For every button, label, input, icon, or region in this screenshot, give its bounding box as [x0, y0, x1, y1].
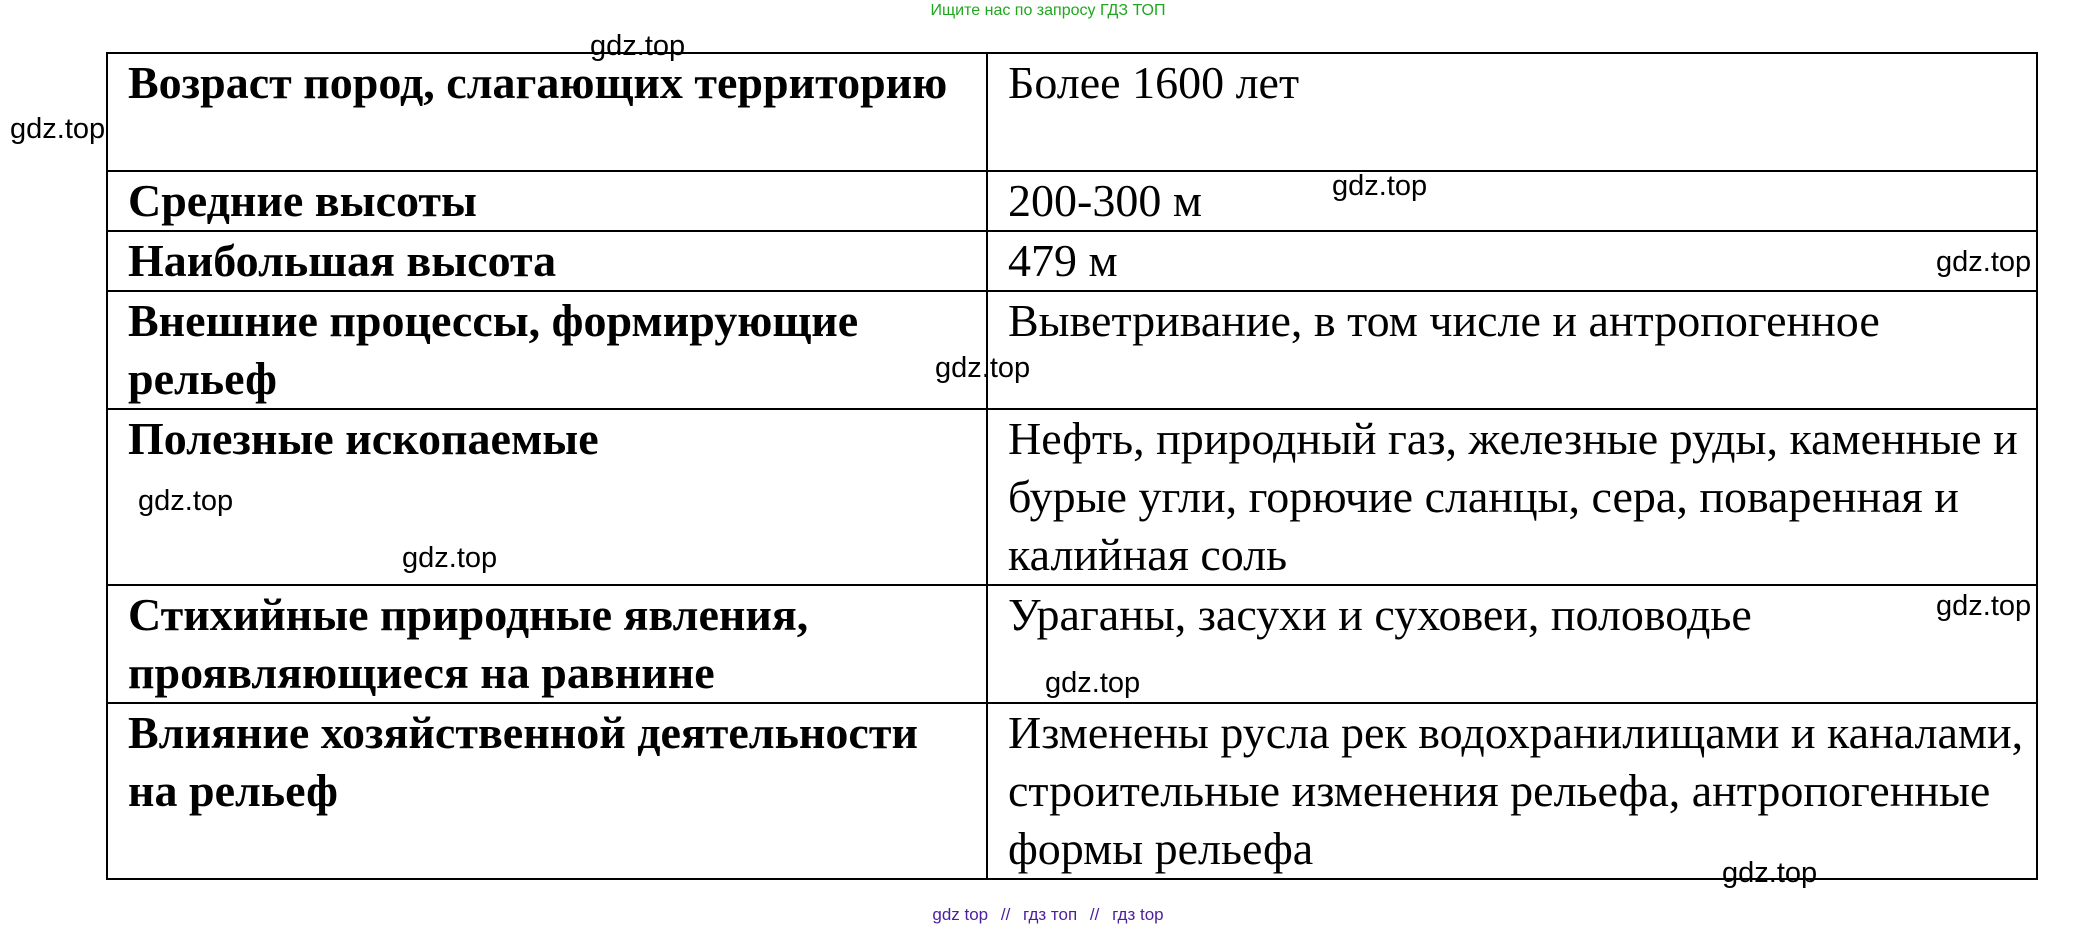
table-row	[107, 291, 2037, 409]
watermark: gdz.top	[1936, 246, 2032, 278]
header-note: Ищите нас по запросу ГДЗ ТОП	[930, 2, 1166, 19]
watermark: gdz.top	[935, 352, 1031, 384]
watermark: gdz.top	[138, 485, 234, 517]
row-value: Выветривание, в том числе и антропогенное	[987, 291, 2037, 409]
row-label: Возраст пород, слагающих территорию	[107, 53, 987, 171]
row-label: Стихийные природные явления, проявляющиеся на равнине	[107, 585, 987, 703]
row-label: Средние высоты	[107, 171, 987, 231]
row-label: Полезные ископаемые	[107, 409, 987, 585]
relief-info-table	[106, 52, 2038, 880]
row-value: Нефть, природный газ, железные руды, каменные и бурые угли, горючие сланцы, сера, поваренная и калийная соль	[987, 409, 2037, 585]
footer-link[interactable]: гдз топ	[1023, 905, 1078, 924]
watermark: gdz.top	[1936, 590, 2032, 622]
row-value: Ураганы, засухи и суховеи, половодье	[987, 585, 2037, 703]
row-label: Внешние процессы, формирующие рельеф	[107, 291, 987, 409]
watermark: gdz.top	[10, 113, 106, 145]
footer-link[interactable]: гдз top	[1112, 905, 1164, 924]
row-value: Более 1600 лет	[987, 53, 2037, 171]
row-label: Влияние хозяйственной деятельности на рельеф	[107, 703, 987, 879]
table-row	[107, 409, 2037, 585]
footer-link[interactable]: gdz top	[932, 905, 989, 924]
watermark: gdz.top	[1722, 857, 1818, 889]
footer-separator: //	[1000, 905, 1011, 924]
row-value: 200-300 м	[987, 171, 2037, 231]
footer-separator: //	[1089, 905, 1100, 924]
table-row	[107, 231, 2037, 291]
footer-links	[0, 905, 2096, 925]
watermark: gdz.top	[590, 30, 686, 62]
watermark: gdz.top	[402, 542, 498, 574]
row-value: 479 м	[987, 231, 2037, 291]
watermark: gdz.top	[1332, 170, 1428, 202]
row-value: Изменены русла рек водохранилищами и каналами, строительные изменения рельефа, антропогенные формы рельефа	[987, 703, 2037, 879]
table-row	[107, 171, 2037, 231]
table-row	[107, 53, 2037, 171]
row-label: Наибольшая высота	[107, 231, 987, 291]
table-row	[107, 703, 2037, 879]
watermark: gdz.top	[1045, 667, 1141, 699]
